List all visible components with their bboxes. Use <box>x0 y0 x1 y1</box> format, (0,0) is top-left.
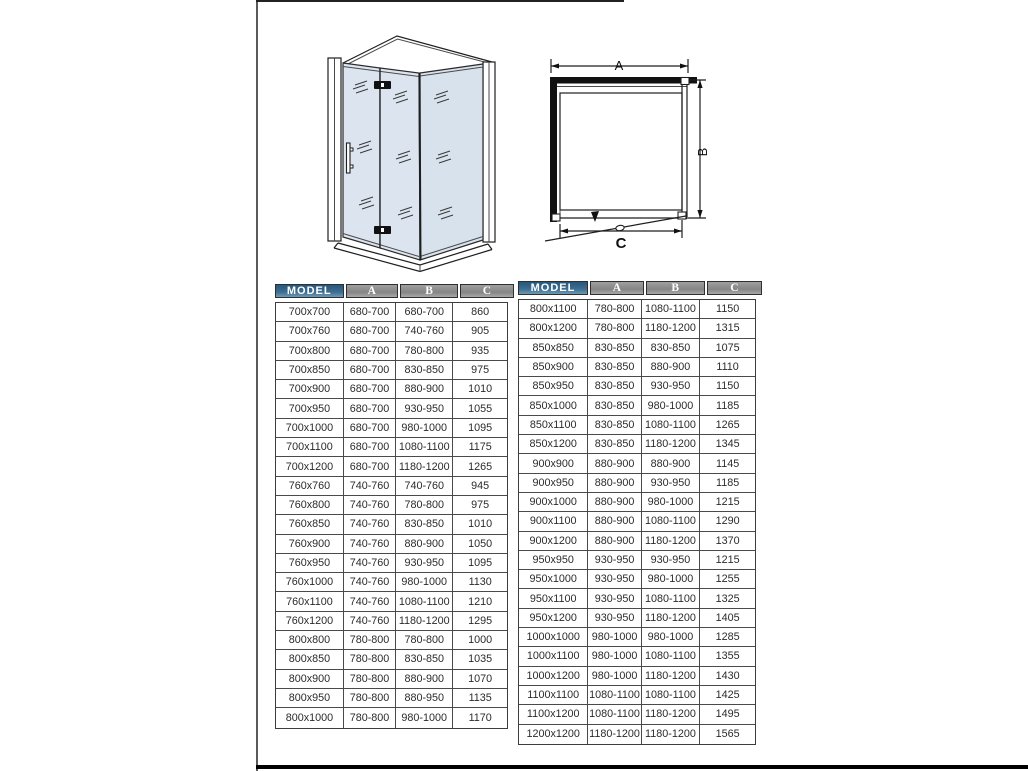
cell-model: 900x950 <box>519 474 588 492</box>
cell-value: 780-800 <box>344 670 396 688</box>
cell-value: 1150 <box>715 303 740 316</box>
table-row <box>519 570 755 589</box>
cell-value: 980-1000 <box>588 667 641 685</box>
cell-value: 1180-1200 <box>642 667 701 685</box>
cell-model: 700x800 <box>276 342 344 360</box>
cell-model: 850x1100 <box>519 416 588 434</box>
cell-value: 1095 <box>468 421 493 434</box>
cell-value: 740-760 <box>396 477 453 495</box>
cell-value: 930-950 <box>642 474 701 492</box>
spec-table-left-body <box>275 302 508 729</box>
cell-value: 680-700 <box>344 380 396 398</box>
cell-value: 1255 <box>715 573 740 586</box>
cell-value: 680-700 <box>344 322 396 340</box>
cell-value: 830-850 <box>588 377 641 395</box>
cell-model: 700x1200 <box>276 457 344 475</box>
cell-value: 1075 <box>715 341 740 354</box>
cell-value: 975 <box>471 499 490 512</box>
cell-model: 850x900 <box>519 358 588 376</box>
table-row <box>276 419 507 438</box>
cell-value: 880-900 <box>642 454 701 472</box>
cell-value: 740-760 <box>344 612 396 630</box>
cell-value: 930-950 <box>588 589 641 607</box>
cell-value: 860 <box>471 306 490 319</box>
cell-value: 780-800 <box>588 300 641 318</box>
cell-value: 980-1000 <box>396 573 453 591</box>
cell-value: 1180-1200 <box>588 725 641 744</box>
cell-value: 980-1000 <box>396 419 453 437</box>
spec-table-right-header <box>518 281 756 295</box>
page-border-top <box>256 0 624 2</box>
cell-value: 1180-1200 <box>642 705 701 723</box>
cell-value: 1110 <box>716 361 739 374</box>
back-wall-top-rim-inner <box>345 39 490 66</box>
spec-table-left <box>275 284 508 729</box>
cell-value: 1145 <box>715 457 740 470</box>
cell-model: 950x1000 <box>519 570 588 588</box>
cell-value: 1215 <box>715 496 740 509</box>
plan-view-diagram <box>540 40 755 255</box>
cell-value: 980-1000 <box>642 493 701 511</box>
table-row <box>276 380 507 399</box>
table-row <box>519 609 755 628</box>
cell-model: 1000x1000 <box>519 628 588 646</box>
cell-value: 1180-1200 <box>642 435 701 453</box>
bracket-bottom-left <box>552 214 560 221</box>
cell-model: 800x900 <box>276 670 344 688</box>
table-row <box>519 416 755 435</box>
cell-model: 850x1000 <box>519 396 588 414</box>
cell-value: 1325 <box>715 592 740 605</box>
cell-model: 760x950 <box>276 554 344 572</box>
bracket-top-right <box>681 78 689 85</box>
cell-model: 950x1100 <box>519 589 588 607</box>
table-row <box>519 300 755 319</box>
cell-value: 780-800 <box>396 496 453 514</box>
dimension-b <box>688 80 710 218</box>
cell-value: 680-700 <box>344 399 396 417</box>
cell-value: 780-800 <box>588 319 641 337</box>
cell-value: 1080-1100 <box>642 647 701 665</box>
col-header-b: B <box>400 284 458 298</box>
cell-model: 1100x1200 <box>519 705 588 723</box>
cell-value: 930-950 <box>396 399 453 417</box>
cell-value: 830-850 <box>396 515 453 533</box>
table-row <box>519 454 755 473</box>
dim-a-label: A <box>614 58 624 73</box>
spec-table-right <box>518 281 756 745</box>
cell-value: 1425 <box>715 689 740 702</box>
cell-value: 1405 <box>715 611 740 624</box>
col-header-b: B <box>646 281 705 295</box>
table-row <box>519 532 755 551</box>
cell-value: 1345 <box>715 438 740 451</box>
table-row <box>276 457 507 476</box>
cell-value: 880-900 <box>396 535 453 553</box>
col-header-model: MODEL <box>518 281 588 295</box>
cell-model: 900x900 <box>519 454 588 472</box>
cell-value: 1265 <box>715 418 740 431</box>
cell-value: 930-950 <box>588 609 641 627</box>
table-row <box>276 708 507 727</box>
back-wall-top-rim <box>343 36 492 63</box>
cell-value: 780-800 <box>344 650 396 668</box>
cell-model: 1000x1100 <box>519 647 588 665</box>
cell-model: 700x760 <box>276 322 344 340</box>
cell-value: 780-800 <box>344 631 396 649</box>
cell-model: 700x950 <box>276 399 344 417</box>
table-row <box>276 342 507 361</box>
cell-value: 1180-1200 <box>396 457 453 475</box>
cell-model: 700x850 <box>276 361 344 379</box>
shower-3d-diagram <box>322 28 502 278</box>
spec-table-right-body <box>518 299 756 745</box>
cell-model: 1000x1200 <box>519 667 588 685</box>
table-row <box>276 496 507 515</box>
cell-model: 700x1000 <box>276 419 344 437</box>
cell-model: 760x900 <box>276 535 344 553</box>
table-row <box>519 725 755 744</box>
cell-value: 1080-1100 <box>396 592 453 610</box>
cell-model: 800x1000 <box>276 708 344 727</box>
bracket-bottom-right <box>678 212 686 219</box>
table-row <box>519 628 755 647</box>
table-row <box>276 612 507 631</box>
cell-model: 850x1200 <box>519 435 588 453</box>
cell-value: 930-950 <box>642 377 701 395</box>
table-row <box>276 650 507 669</box>
col-header-c: C <box>707 281 762 295</box>
cell-value: 830-850 <box>588 396 641 414</box>
cell-value: 930-950 <box>588 570 641 588</box>
table-row <box>519 667 755 686</box>
cell-model: 760x760 <box>276 477 344 495</box>
table-row <box>519 396 755 415</box>
cell-value: 1180-1200 <box>642 532 701 550</box>
cell-value: 975 <box>471 364 490 377</box>
cell-model: 800x800 <box>276 631 344 649</box>
cell-model: 760x1000 <box>276 573 344 591</box>
table-row <box>276 477 507 496</box>
side-panel <box>420 64 483 260</box>
cell-value: 880-900 <box>588 454 641 472</box>
cell-value: 740-760 <box>396 322 453 340</box>
cell-value: 880-900 <box>588 532 641 550</box>
cell-value: 680-700 <box>344 361 396 379</box>
cell-value: 740-760 <box>344 496 396 514</box>
cell-value: 680-700 <box>344 342 396 360</box>
cell-model: 800x850 <box>276 650 344 668</box>
cell-value: 980-1000 <box>642 396 701 414</box>
cell-model: 900x1200 <box>519 532 588 550</box>
cell-value: 1010 <box>468 383 493 396</box>
table-row <box>276 535 507 554</box>
cell-value: 930-950 <box>588 551 641 569</box>
cell-value: 1170 <box>468 711 492 724</box>
cell-model: 1100x1100 <box>519 686 588 704</box>
table-row <box>276 399 507 418</box>
cell-model: 850x950 <box>519 377 588 395</box>
cell-value: 980-1000 <box>642 570 701 588</box>
cell-value: 1055 <box>468 402 493 415</box>
table-row <box>276 592 507 611</box>
cell-value: 1130 <box>468 576 492 589</box>
cell-value: 1290 <box>715 515 740 528</box>
cell-value: 1010 <box>468 518 493 531</box>
cell-value: 680-700 <box>396 303 453 321</box>
corner-post <box>420 73 421 260</box>
page-border-left <box>256 0 258 771</box>
table-row <box>519 686 755 705</box>
table-row <box>519 589 755 608</box>
cell-value: 1495 <box>715 708 740 721</box>
table-row <box>519 339 755 358</box>
cell-value: 740-760 <box>344 592 396 610</box>
cell-model: 900x1100 <box>519 512 588 530</box>
cell-value: 830-850 <box>642 339 701 357</box>
col-header-c: C <box>460 284 514 298</box>
col-header-a: A <box>346 284 399 298</box>
cell-value: 1180-1200 <box>642 319 701 337</box>
cell-value: 1210 <box>468 595 493 608</box>
table-row <box>276 670 507 689</box>
table-row <box>276 361 507 380</box>
cell-value: 1565 <box>715 728 740 741</box>
table-row <box>519 319 755 338</box>
cell-value: 830-850 <box>396 361 453 379</box>
cell-value: 780-800 <box>396 342 453 360</box>
table-row <box>519 435 755 454</box>
cell-model: 950x950 <box>519 551 588 569</box>
cell-value: 1080-1100 <box>642 512 701 530</box>
table-row <box>519 705 755 724</box>
cell-value: 1080-1100 <box>396 438 453 456</box>
cell-model: 700x900 <box>276 380 344 398</box>
spec-table-left-header <box>275 284 508 298</box>
cell-value: 1175 <box>468 441 492 454</box>
door-knob-icon <box>615 225 624 232</box>
cell-value: 1265 <box>468 460 493 473</box>
table-row <box>276 322 507 341</box>
dim-b-label: B <box>695 147 710 157</box>
cell-value: 1215 <box>715 554 740 566</box>
table-row <box>276 689 507 708</box>
wall-top <box>552 77 697 84</box>
cell-value: 945 <box>471 479 490 492</box>
wall-left <box>550 77 557 222</box>
cell-value: 905 <box>471 325 490 338</box>
cell-model: 800x950 <box>276 689 344 707</box>
cell-value: 830-850 <box>588 435 641 453</box>
table-row <box>519 647 755 666</box>
table-row <box>276 554 507 573</box>
cell-value: 880-900 <box>396 380 453 398</box>
cell-value: 830-850 <box>588 416 641 434</box>
swing-direction-arrow-icon <box>591 211 599 222</box>
cell-value: 740-760 <box>344 515 396 533</box>
cell-value: 1180-1200 <box>642 725 701 744</box>
cell-value: 1185 <box>715 476 740 489</box>
table-row <box>519 493 755 512</box>
cell-value: 740-760 <box>344 554 396 572</box>
table-row <box>519 377 755 396</box>
cell-value: 780-800 <box>344 708 396 727</box>
table-row <box>519 474 755 493</box>
cell-model: 950x1200 <box>519 609 588 627</box>
table-row <box>276 631 507 650</box>
col-header-a: A <box>590 281 644 295</box>
cell-value: 1285 <box>715 631 740 644</box>
table-row <box>276 438 507 457</box>
cell-value: 1180-1200 <box>642 609 701 627</box>
table-row <box>276 515 507 534</box>
cell-value: 780-800 <box>396 631 453 649</box>
cell-value: 1180-1200 <box>396 612 453 630</box>
cell-value: 1080-1100 <box>642 589 701 607</box>
cell-value: 680-700 <box>344 303 396 321</box>
cell-value: 1080-1100 <box>642 416 701 434</box>
cell-value: 880-900 <box>642 358 701 376</box>
cell-value: 880-900 <box>588 474 641 492</box>
cell-value: 935 <box>471 344 490 357</box>
cell-value: 680-700 <box>344 438 396 456</box>
dim-c-label: C <box>615 235 627 252</box>
cell-value: 1430 <box>715 669 740 682</box>
cell-value: 830-850 <box>588 339 641 357</box>
cell-model: 900x1000 <box>519 493 588 511</box>
cell-value: 680-700 <box>344 419 396 437</box>
cell-value: 1080-1100 <box>588 705 641 723</box>
cell-value: 1315 <box>715 322 740 335</box>
cell-model: 700x700 <box>276 303 344 321</box>
bottom-hinge-icon <box>374 226 391 234</box>
cell-value: 1185 <box>715 399 740 412</box>
cell-value: 980-1000 <box>396 708 453 727</box>
cell-value: 930-950 <box>642 551 701 569</box>
cell-value: 740-760 <box>344 535 396 553</box>
cell-model: 800x1100 <box>519 300 588 318</box>
cell-value: 1000 <box>468 634 493 647</box>
cell-value: 1135 <box>468 692 492 705</box>
cell-value: 1095 <box>468 557 493 569</box>
cell-model: 1200x1200 <box>519 725 588 744</box>
cell-value: 830-850 <box>588 358 641 376</box>
cell-model: 760x800 <box>276 496 344 514</box>
cell-value: 1070 <box>468 672 493 685</box>
cell-value: 1080-1100 <box>642 686 701 704</box>
page-border-bottom <box>256 765 1028 769</box>
cell-model: 760x1200 <box>276 612 344 630</box>
cell-value: 740-760 <box>344 573 396 591</box>
cell-value: 880-900 <box>396 670 453 688</box>
cell-value: 880-900 <box>588 493 641 511</box>
cell-value: 680-700 <box>344 457 396 475</box>
cell-value: 1295 <box>468 614 493 627</box>
cell-model: 760x1100 <box>276 592 344 610</box>
cell-model: 700x1100 <box>276 438 344 456</box>
cell-value: 880-900 <box>588 512 641 530</box>
cell-value: 880-950 <box>396 689 453 707</box>
cell-value: 1370 <box>715 534 740 547</box>
cell-value: 980-1000 <box>588 647 641 665</box>
cell-value: 830-850 <box>396 650 453 668</box>
cell-value: 1150 <box>715 380 740 393</box>
cell-value: 1080-1100 <box>588 686 641 704</box>
table-row <box>519 358 755 377</box>
dimension-a <box>551 58 688 73</box>
cell-model: 760x850 <box>276 515 344 533</box>
cell-value: 980-1000 <box>588 628 641 646</box>
cell-value: 930-950 <box>396 554 453 572</box>
table-row <box>519 512 755 531</box>
cell-model: 850x850 <box>519 339 588 357</box>
cell-value: 1050 <box>468 537 493 550</box>
cell-value: 1035 <box>468 653 493 666</box>
tray-outline <box>560 93 682 210</box>
table-row <box>276 573 507 592</box>
top-hinge-icon <box>374 81 391 89</box>
cell-value: 780-800 <box>344 689 396 707</box>
table-row <box>519 551 755 570</box>
cell-value: 740-760 <box>344 477 396 495</box>
cell-model: 800x1200 <box>519 319 588 337</box>
cell-value: 980-1000 <box>642 628 701 646</box>
cell-value: 1080-1100 <box>642 300 701 318</box>
col-header-model: MODEL <box>275 284 344 298</box>
table-row <box>276 303 507 322</box>
cell-value: 1355 <box>715 650 740 663</box>
